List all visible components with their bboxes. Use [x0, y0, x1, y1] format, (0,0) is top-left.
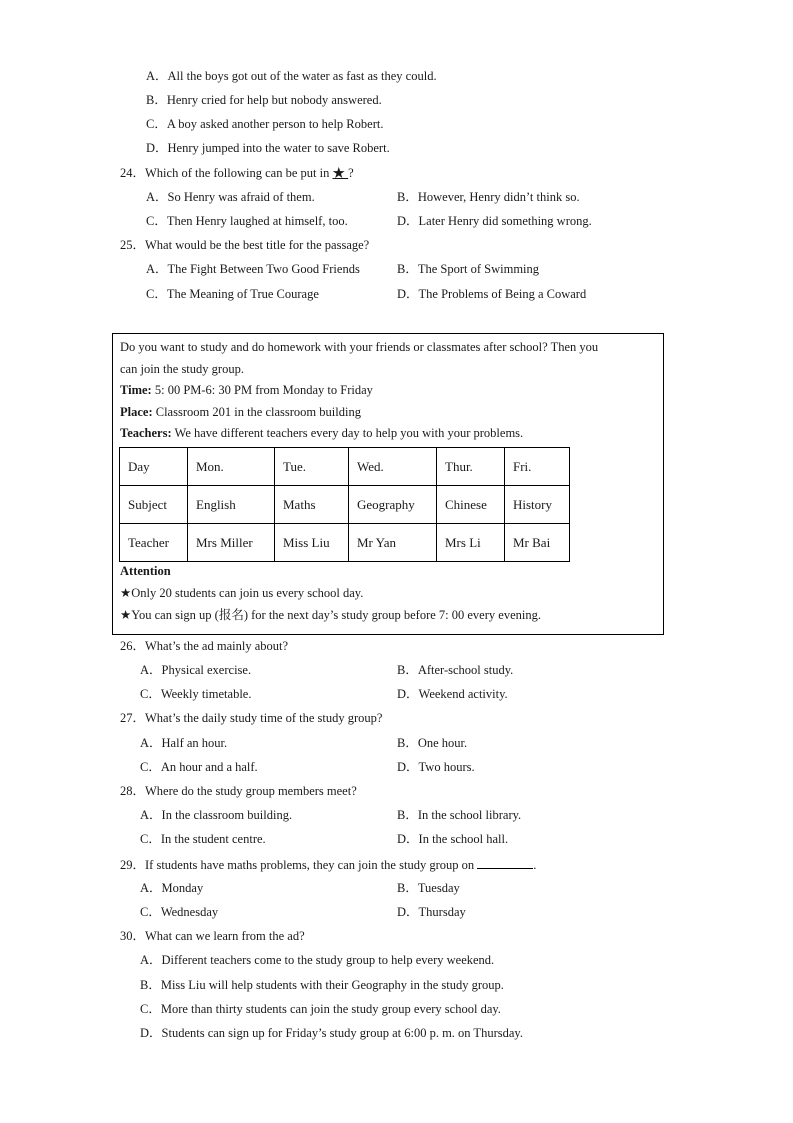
q24-prefix: 24．Which of the following can be put in	[120, 166, 333, 180]
q23-option-b: B．Henry cried for help but nobody answered.	[146, 93, 382, 107]
q26-option-d: D．Weekend activity.	[397, 687, 508, 701]
q29-option-b: B．Tuesday	[397, 881, 460, 895]
ad-intro-line-2: can join the study group.	[120, 362, 244, 376]
time-label: Time:	[120, 383, 152, 397]
q25-option-a: A．The Fight Between Two Good Friends	[146, 262, 360, 276]
place-value: Classroom 201 in the classroom building	[152, 405, 361, 419]
q27-question: 27．What’s the daily study time of the study group?	[120, 711, 383, 725]
table-cell: Mrs Li	[437, 524, 505, 562]
q28-option-d: D．In the school hall.	[397, 832, 509, 846]
q26-option-a: A．Physical exercise.	[140, 663, 252, 677]
q30-option-d: D．Students can sign up for Friday’s study group at 6:00 p. m. on Thursday.	[140, 1026, 523, 1040]
q30-option-c: C．More than thirty students can join the study group every school day.	[140, 1002, 501, 1016]
q25-option-c: C．The Meaning of True Courage	[146, 287, 319, 301]
table-row-subject	[120, 486, 570, 524]
table-cell: Subject	[120, 486, 188, 524]
q24-option-a: A．So Henry was afraid of them.	[146, 190, 315, 204]
q29-question	[120, 856, 536, 873]
q28-option-a: A．In the classroom building.	[140, 808, 293, 822]
q30-option-a: A．Different teachers come to the study group to help every weekend.	[140, 953, 495, 967]
table-cell: Mr Yan	[349, 524, 437, 562]
attention-heading: Attention	[120, 564, 171, 578]
table-cell: Mon.	[188, 448, 275, 486]
q28-option-b: B．In the school library.	[397, 808, 522, 822]
q28-option-c: C．In the student centre.	[140, 832, 266, 846]
q24-option-c: C．Then Henry laughed at himself, too.	[146, 214, 348, 228]
q26-option-c: C．Weekly timetable.	[140, 687, 252, 701]
q27-option-d: D．Two hours.	[397, 760, 475, 774]
place-label: Place:	[120, 405, 153, 419]
q29-text: 29．If students have maths problems, they can join the study group on	[120, 858, 478, 872]
time-value: 5: 00 PM-6: 30 PM from Monday to Friday	[151, 383, 373, 397]
table-row-day	[120, 448, 570, 486]
q24-option-b: B．However, Henry didn’t think so.	[397, 190, 580, 204]
table-cell: Miss Liu	[275, 524, 349, 562]
table-cell: History	[505, 486, 570, 524]
q29-option-a: A．Monday	[140, 881, 204, 895]
table-cell: English	[188, 486, 275, 524]
q29-end: .	[533, 858, 537, 872]
ad-teachers	[120, 425, 523, 441]
table-cell: Mrs Miller	[188, 524, 275, 562]
q25-option-b: B．The Sport of Swimming	[397, 262, 540, 276]
attention-item-2: ★You can sign up (报名) for the next day’s study group before 7: 00 every evening.	[120, 608, 541, 622]
table-cell: Geography	[349, 486, 437, 524]
table-row-teacher	[120, 524, 570, 562]
q23-option-a: A．All the boys got out of the water as fast as they could.	[146, 69, 437, 83]
table-cell: Thur.	[437, 448, 505, 486]
q23-option-d: D．Henry jumped into the water to save Robert.	[146, 141, 390, 155]
q24-option-d: D．Later Henry did something wrong.	[397, 214, 592, 228]
table-cell: Wed.	[349, 448, 437, 486]
q28-question: 28．Where do the study group members meet?	[120, 784, 357, 798]
q27-option-a: A．Half an hour.	[140, 736, 228, 750]
q25-option-d: D．The Problems of Being a Coward	[397, 287, 587, 301]
q27-option-b: B．One hour.	[397, 736, 468, 750]
star-blank: ★	[332, 166, 349, 180]
table-cell: Teacher	[120, 524, 188, 562]
q26-option-b: B．After-school study.	[397, 663, 514, 677]
attention-item-1: ★Only 20 students can join us every school day.	[120, 586, 364, 600]
ad-time	[120, 382, 373, 398]
table-cell: Tue.	[275, 448, 349, 486]
table-cell: Mr Bai	[505, 524, 570, 562]
teachers-value: We have different teachers every day to help you with your problems.	[171, 426, 524, 440]
ad-intro-line-1: Do you want to study and do homework with your friends or classmates after school? Then you	[120, 340, 599, 354]
q26-question: 26．What’s the ad mainly about?	[120, 639, 289, 653]
answer-blank	[477, 856, 533, 869]
table-cell: Fri.	[505, 448, 570, 486]
table-cell: Day	[120, 448, 188, 486]
q30-question: 30．What can we learn from the ad?	[120, 929, 305, 943]
schedule-table	[119, 447, 570, 562]
q23-option-c: C．A boy asked another person to help Robert.	[146, 117, 384, 131]
table-cell: Chinese	[437, 486, 505, 524]
q25-question: 25．What would be the best title for the passage?	[120, 238, 370, 252]
q24-suffix: ?	[348, 166, 354, 180]
q29-option-c: C．Wednesday	[140, 905, 219, 919]
q29-option-d: D．Thursday	[397, 905, 466, 919]
q24-question	[120, 165, 354, 181]
ad-place	[120, 404, 361, 420]
q30-option-b: B．Miss Liu will help students with their Geography in the study group.	[140, 978, 504, 992]
q27-option-c: C．An hour and a half.	[140, 760, 258, 774]
teachers-label: Teachers:	[120, 426, 172, 440]
table-cell: Maths	[275, 486, 349, 524]
